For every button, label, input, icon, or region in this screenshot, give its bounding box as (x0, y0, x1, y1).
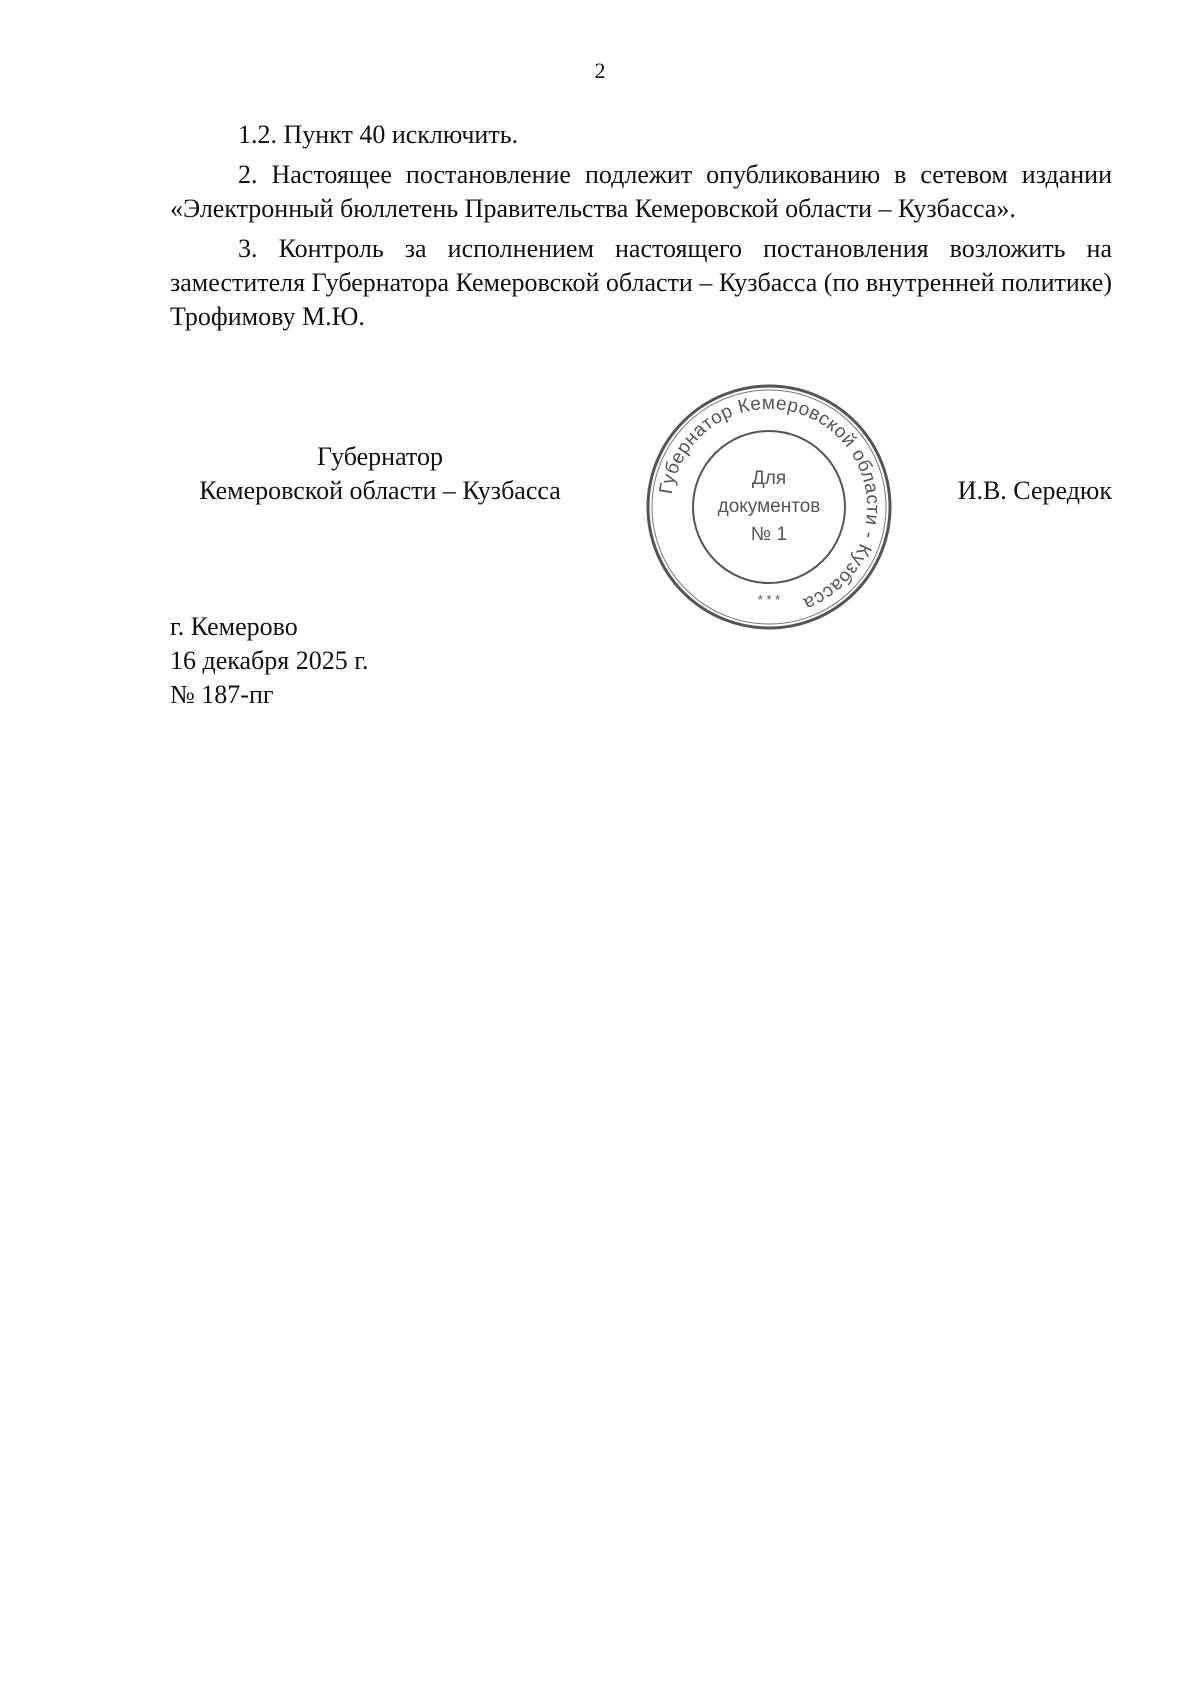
page-number: 2 (594, 58, 606, 83)
document-footer (170, 610, 368, 712)
position-region: Кемеровской области – Кузбасса (199, 476, 561, 505)
signatory-name: И.В. Середюк (957, 476, 1112, 505)
position-title: Губернатор (317, 442, 443, 471)
footer-date: 16 декабря 2025 г. (170, 646, 369, 675)
seal-center-line-1: Для (751, 468, 787, 489)
paragraph-2: 2. Настоящее постановление подлежит опубликованию в сетевом издании «Электронный бюллетень Правительства Кемеровской области – Кузбасса». (170, 160, 1112, 223)
seal-bottom-mark: * * * (757, 592, 781, 607)
official-seal (644, 382, 894, 632)
footer-city: г. Кемерово (170, 612, 298, 641)
footer-number: № 187-пг (170, 680, 274, 709)
seal-center-line-2: документов (717, 496, 821, 517)
seal-center-line-3: № 1 (750, 524, 788, 545)
document-body (170, 118, 1112, 334)
signatory-position (170, 440, 590, 508)
seal-ring-text: Губернатор Кемеровской области - Кузбасса (655, 392, 884, 615)
paragraph-1-2: 1.2. Пункт 40 исключить. (238, 120, 519, 149)
paragraph-3: 3. Контроль за исполнением настоящего постановления возложить на заместителя Губернатора Кемеровской области – Кузбасса (по внутренней политике) Трофимову М.Ю. (170, 234, 1112, 331)
